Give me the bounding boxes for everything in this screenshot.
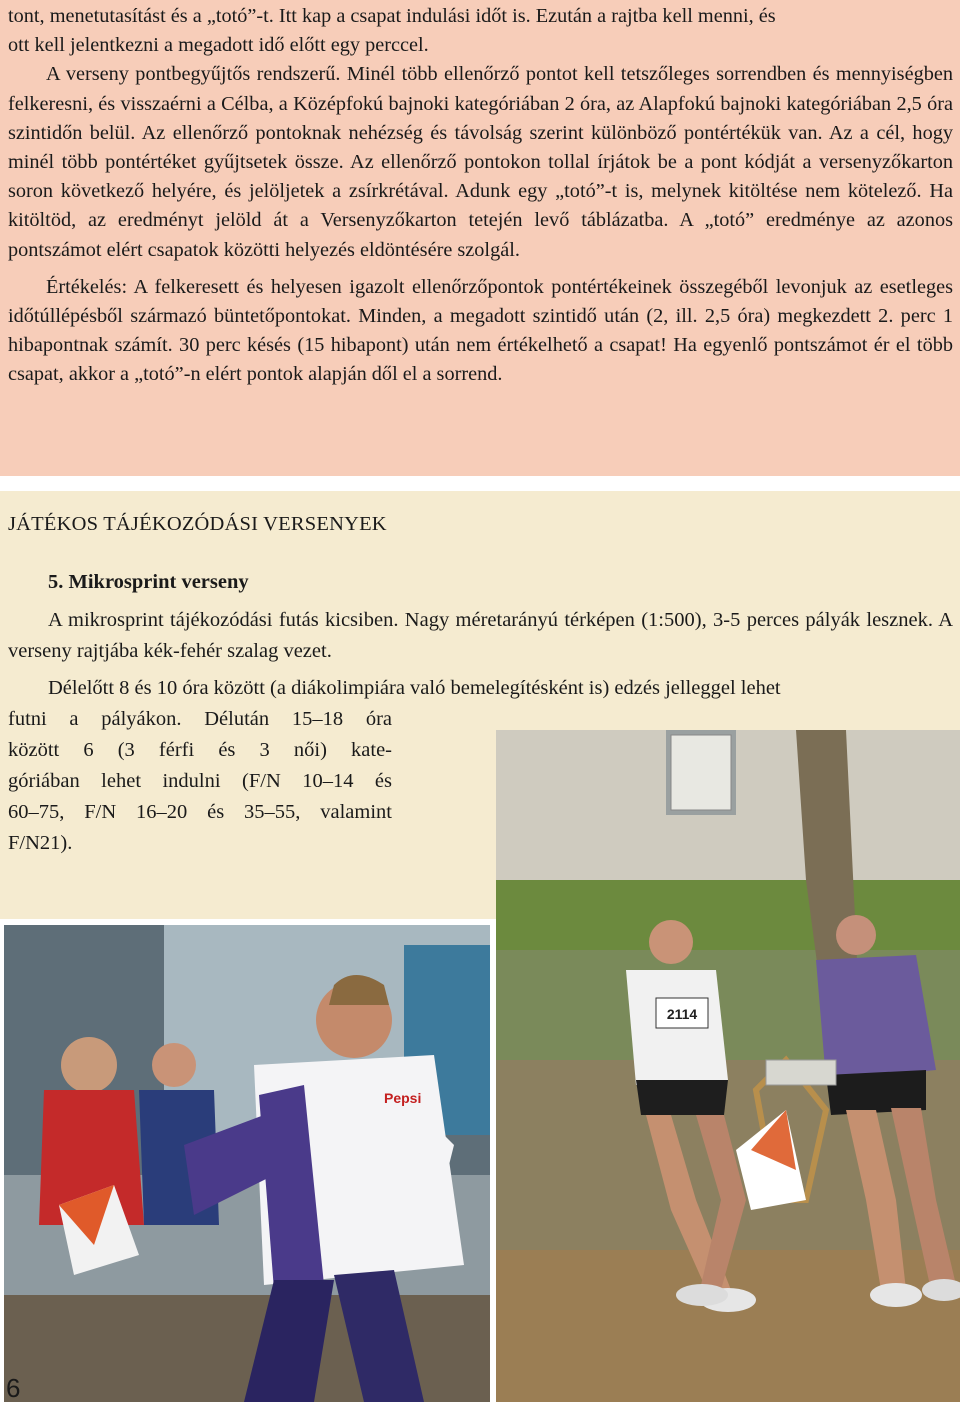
control-card (766, 1060, 836, 1085)
runner-head (649, 920, 693, 964)
evaluation-paragraph: Értékelés: A felkeresett és helyesen igazolt ellenőrzőpontok pontértékeinek összegéből levonjuk az esetleges időtúllépésből származó büntetőpontokat. Minden, a megadott szintidő után (2, ill. 2,5 óra) megkezdett 2. perc 1 hibapontnak számít. 30 perc késés (15 hibapont) után nem értékelhető a csapat! Ha egyenlő pontszámot ér el több csapat, akkor a „totó”-n elért pontok alapján dől el a sorrend. (8, 275, 953, 386)
page-number: 6 (6, 1373, 21, 1403)
person-head (152, 1043, 196, 1087)
schedule-line: Délelőtt 8 és 10 óra között (a diákolimpiára való bemelegítésként is) edzés jelleggel lehet (48, 677, 781, 699)
event-description: A mikrosprint tájékozódási futás kicsiben. Nagy méretarányú térképen (1:500), 3-5 perces pályák lesznek. A verseny rajtjába kék-fehér szalag vezet. (8, 609, 953, 662)
photo-runner (4, 925, 490, 1402)
shirt-logo: Pepsi (384, 1090, 422, 1106)
bib-number: 2114 (666, 1006, 698, 1022)
shoe (870, 1283, 922, 1307)
rules-box (0, 0, 960, 476)
schedule-line-2: között 6 (3 férfi és 3 női) kate- (8, 739, 392, 761)
photo-runner-image (4, 925, 490, 1402)
bushes (496, 880, 960, 950)
paragraph-start-line-2: ott kell jelentkezni a megadott idő előtt egy perccel. (8, 34, 429, 57)
section-heading: JÁTÉKOS TÁJÉKOZÓDÁSI VERSENYEK (8, 513, 387, 535)
event-title: 5. Mikrosprint verseny (48, 571, 249, 593)
person-head (61, 1037, 117, 1093)
photo-control-point-image (496, 730, 960, 1402)
schedule-line-1: futni a pályákon. Délután 15–18 óra (8, 708, 392, 730)
schedule-line-4: 60–75, F/N 16–20 és 35–55, valamint (8, 801, 392, 823)
paragraph-start-line-1: tont, menetutasítást és a „totó”-t. Itt kap a csapat indulási időt is. Ezután a rajtba kell menni, és (8, 5, 776, 27)
schedule-line-3: góriában lehet indulni (F/N 10–14 és (8, 770, 392, 792)
schedule-line-5: F/N21). (8, 832, 73, 854)
photo-control-point (496, 730, 960, 1402)
schedule-continued (8, 704, 392, 859)
runner-head (836, 915, 876, 955)
window-blind (671, 735, 731, 810)
rules-paragraph: A verseny pontbegyűjtős rendszerű. Minél több ellenőrző pontot kell tetszőleges sorrendben és mennyiségben felkeresni, és visszaérni a Célba, a Középfokú bajnoki kategóriában 2 óra, az Alapfokú bajnoki kategóriában 2,5 óra szintidőn belül. Az ellenőrző pontoknak nehézség és távolság szerint különböző pontértékük van. Az a cél, hogy minél több pontértéket gyűjtsetek össze. Az ellenőrző pontokon tollal írjátok be a pont kódját a versenyzőkarton soron következő helyére, és jelöljetek a zsírkrétával. Adunk egy „totó”-t is, melynek kitöltése nem kötelező. Ha kitöltöd, az eredményt jelöld át a Versenyzőkarton tetején levő táblázatba. A „totó” eredménye az azonos pontszámot elért csapatok közötti helyezés eldöntésére szolgál. (8, 63, 953, 261)
runner-shorts (636, 1080, 728, 1115)
shoe (676, 1284, 728, 1306)
